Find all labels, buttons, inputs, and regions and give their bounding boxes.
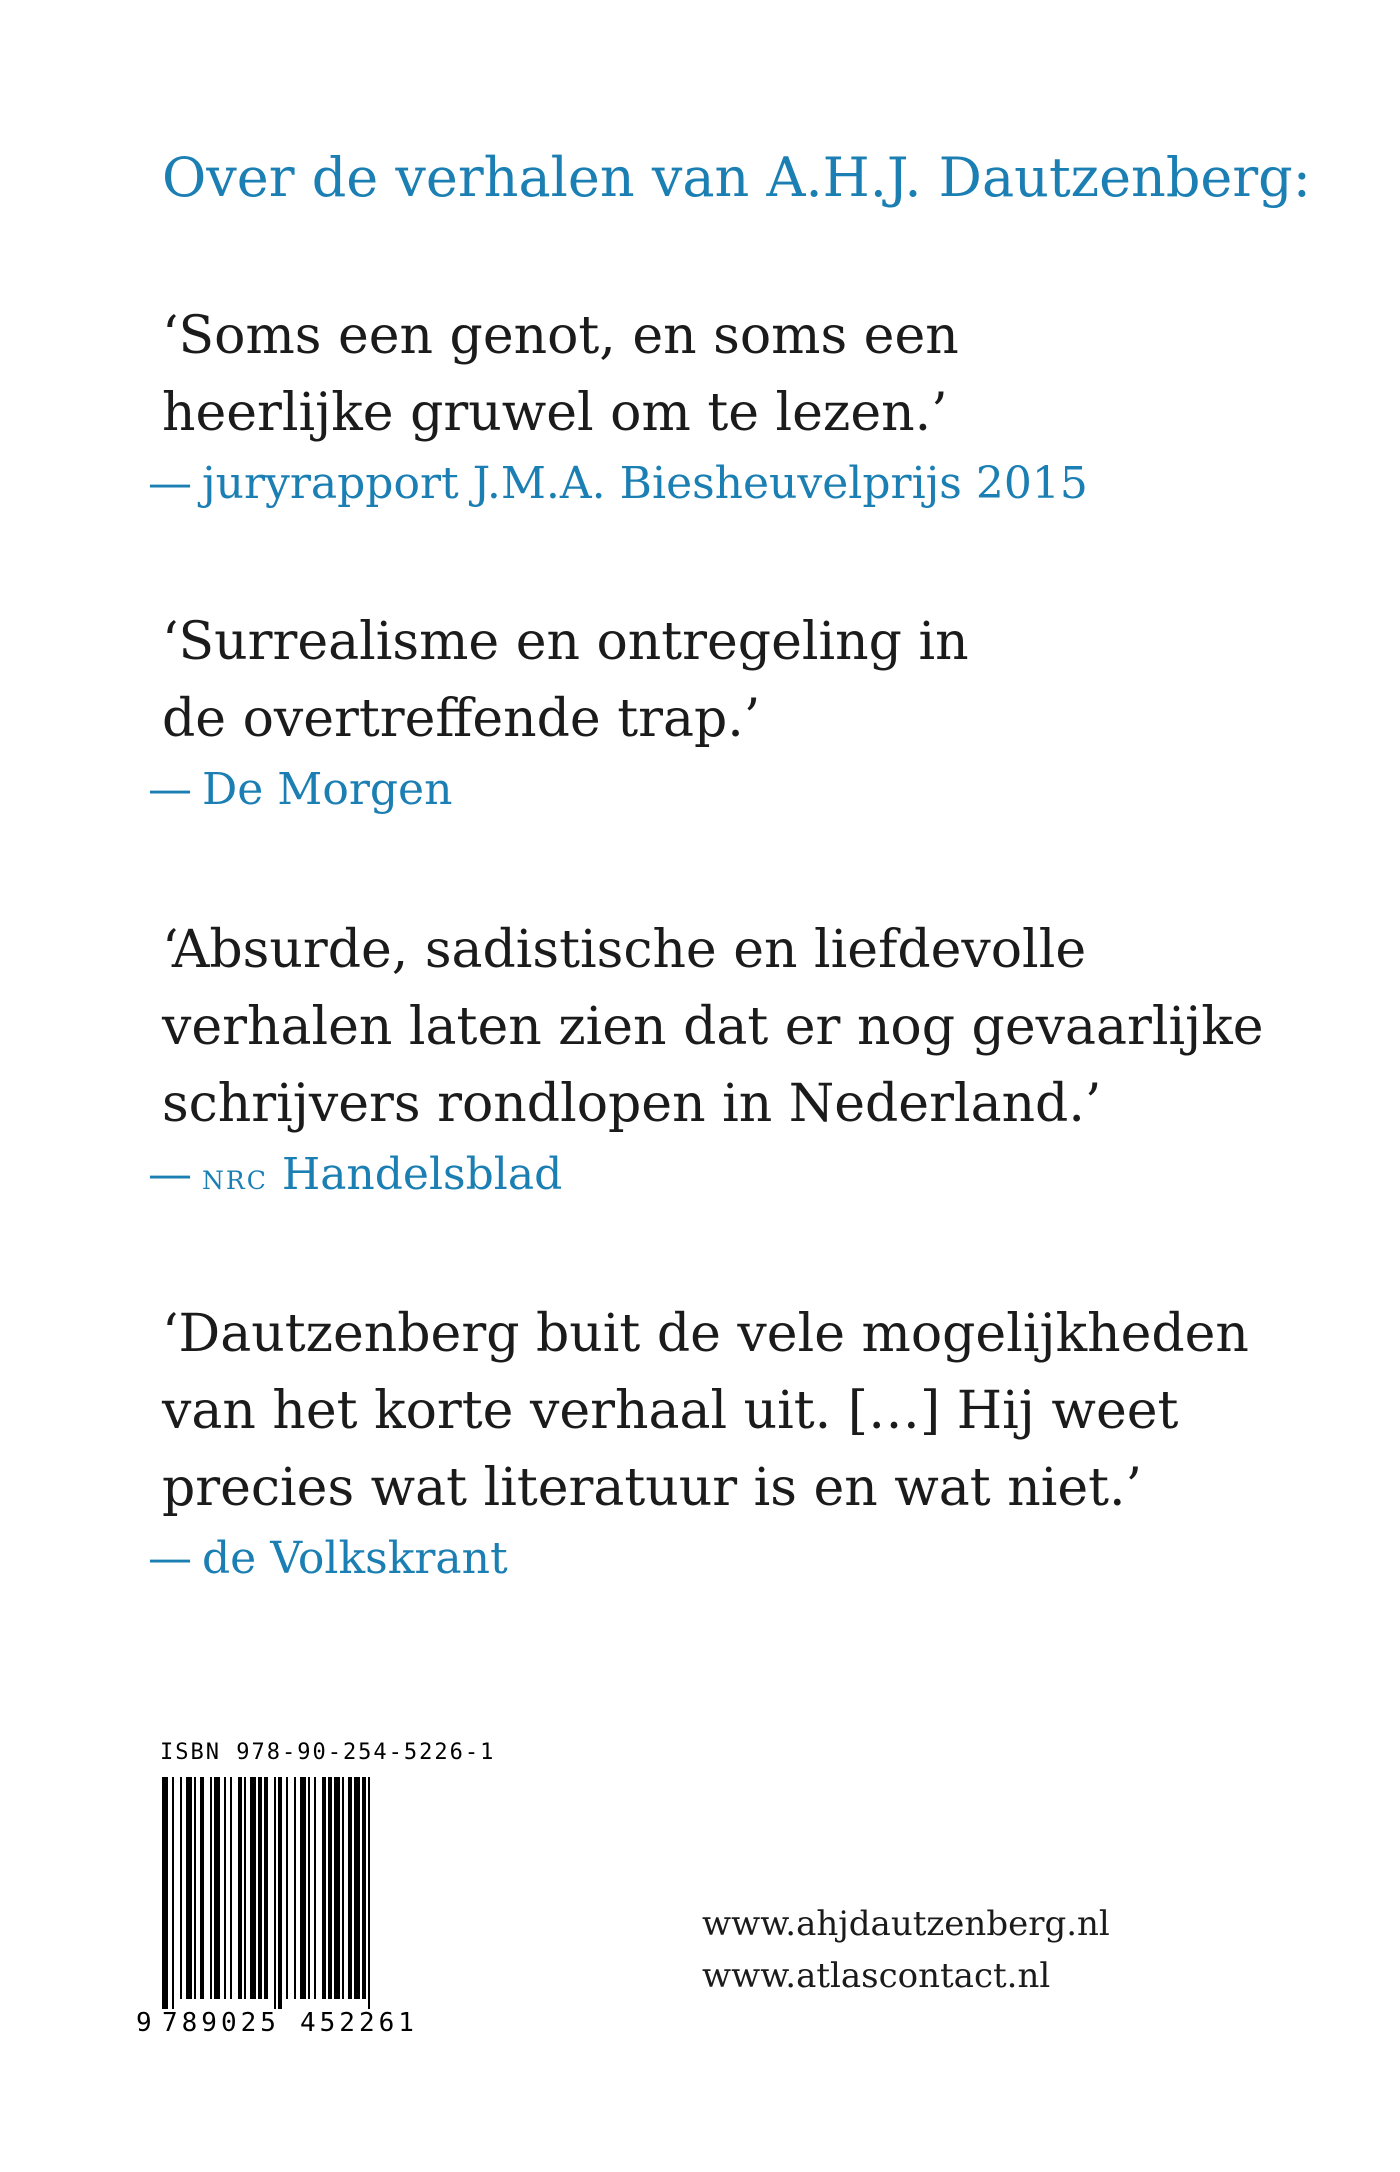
quote-line: heerlijke gruwel om te lezen.’ [162, 383, 948, 443]
barcode-bar [162, 1777, 168, 2009]
barcode-bar [250, 1777, 256, 1999]
barcode-bar [368, 1777, 370, 2009]
quote-4 [148, 1296, 1312, 1589]
barcode-digit-first: 9 [136, 2008, 152, 2038]
barcode-bar [342, 1777, 344, 1999]
barcode-bar [200, 1777, 204, 1999]
barcode-bar [300, 1777, 306, 1999]
barcode-bar [354, 1777, 360, 1999]
barcode-bar [314, 1777, 316, 1999]
quote-line: precies wat literatuur is en wat niet.’ [162, 1458, 1143, 1518]
barcode-digits-right: 452261 [300, 2008, 418, 2038]
isbn-label: ISBN 978-90-254-5226-1 [160, 1740, 496, 1765]
barcode-bar [334, 1777, 340, 1999]
barcode-bar [210, 1777, 212, 1999]
quote-line: ‘Dautzenberg buit de vele mogelijkheden [162, 1304, 1249, 1364]
barcode-bar [238, 1777, 242, 1999]
quote-line: schrijvers rondlopen in Nederland.’ [162, 1074, 1102, 1134]
barcode-bar [230, 1777, 232, 1999]
quote-1 [148, 298, 1312, 514]
url-list [702, 1898, 1110, 2002]
page-heading: Over de verhalen van A.H.J. Dautzenberg: [162, 146, 1311, 209]
quote-line: van het korte verhaal uit. […] Hij weet [162, 1381, 1179, 1441]
barcode-bar [294, 1777, 296, 1999]
quote-2 [148, 604, 1312, 820]
quote-attribution: — juryrapport J.M.A. Biesheuvelprijs 2015 [148, 458, 1088, 509]
barcode-digits-left: 789025 [162, 2008, 280, 2038]
quote-line: ‘Soms een genot, en soms een [162, 306, 959, 366]
barcode-bar [244, 1777, 246, 1999]
barcode-bar [328, 1777, 332, 1999]
quote-attribution: — De Morgen [148, 764, 453, 815]
barcode-bar [278, 1777, 282, 2009]
barcode-bar [224, 1777, 226, 1999]
quote-3 [148, 912, 1312, 1208]
barcode-graphic [134, 1769, 454, 2039]
barcode-bar [308, 1777, 310, 1999]
barcode-bar [186, 1777, 192, 1999]
barcode-bar [362, 1777, 366, 1999]
quote-attribution: — de Volkskrant [148, 1533, 508, 1584]
quote-line: ‘Surrealisme en ontregeling in [162, 612, 969, 672]
barcode-bar [180, 1777, 182, 1999]
quote-line: de overtreffende trap.’ [162, 689, 761, 749]
barcode-bar [214, 1777, 220, 1999]
barcode-bar [194, 1777, 196, 1999]
barcode [134, 1740, 496, 2039]
barcode-bar [286, 1777, 288, 1999]
barcode-bar [274, 1777, 276, 2009]
quote-line: ‘Absurde, sadistische en liefdevolle [162, 920, 1087, 980]
barcode-bar [258, 1777, 262, 1999]
website-link-publisher[interactable]: www.atlascontact.nl [702, 1956, 1051, 1996]
barcode-bar [322, 1777, 326, 1999]
quote-attribution: — nrc Handelsblad [148, 1149, 563, 1200]
barcode-bar [348, 1777, 352, 1999]
website-link-author[interactable]: www.ahjdautzenberg.nl [702, 1904, 1110, 1944]
barcode-bar [172, 1777, 174, 2009]
barcode-bar [264, 1777, 268, 1999]
quote-line: verhalen laten zien dat er nog gevaarlijke [162, 997, 1264, 1057]
